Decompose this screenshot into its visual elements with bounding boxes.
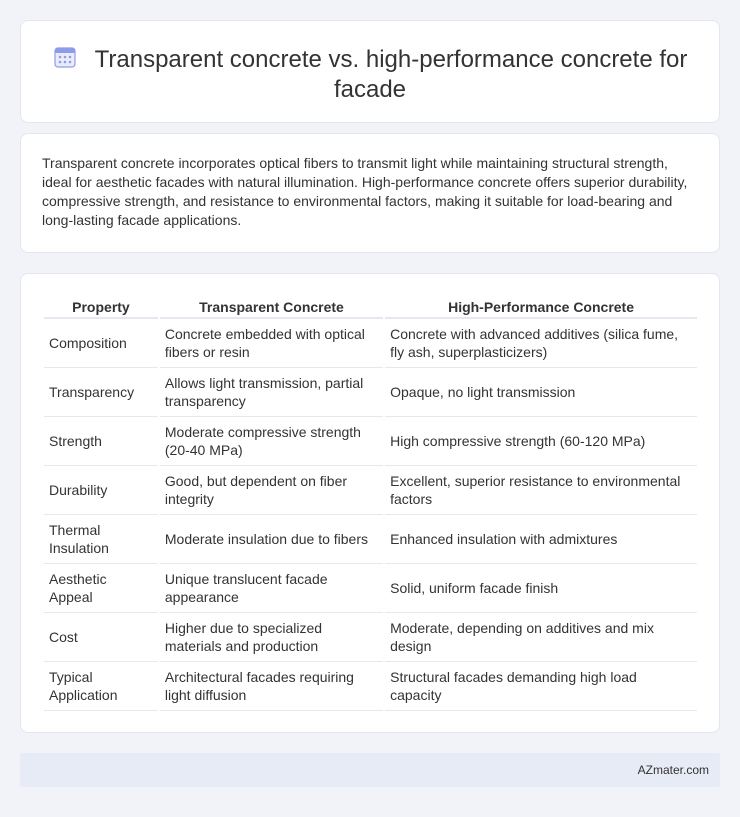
header-transparent-concrete: Transparent Concrete — [160, 295, 383, 319]
table-row — [44, 417, 697, 466]
property-cell: Transparency — [44, 368, 158, 417]
header-property: Property — [44, 295, 158, 319]
transparent-cell: Allows light transmission, partial transparency — [160, 368, 383, 417]
table-row — [44, 515, 697, 564]
transparent-cell: Moderate insulation due to fibers — [160, 515, 383, 564]
table-row — [44, 466, 697, 515]
summary-card — [20, 133, 720, 253]
property-cell: Strength — [44, 417, 158, 466]
table-row — [44, 613, 697, 662]
footer-bar — [20, 753, 720, 787]
header-high-performance-concrete: High-Performance Concrete — [385, 295, 697, 319]
comparison-table — [42, 295, 699, 711]
hpc-cell: Enhanced insulation with admixtures — [385, 515, 697, 564]
transparent-cell: Higher due to specialized materials and production — [160, 613, 383, 662]
property-cell: Thermal Insulation — [44, 515, 158, 564]
table-row — [44, 319, 697, 368]
footer-site-link[interactable]: AZmater.com — [637, 763, 709, 777]
hpc-cell: Concrete with advanced additives (silica fume, fly ash, superplasticizers) — [385, 319, 697, 368]
calendar-grid-icon — [53, 45, 77, 69]
hpc-cell: Opaque, no light transmission — [385, 368, 697, 417]
table-row — [44, 662, 697, 711]
transparent-cell: Concrete embedded with optical fibers or resin — [160, 319, 383, 368]
table-row — [44, 368, 697, 417]
transparent-cell: Moderate compressive strength (20-40 MPa) — [160, 417, 383, 466]
transparent-cell: Good, but dependent on fiber integrity — [160, 466, 383, 515]
summary-paragraph: Transparent concrete incorporates optical fibers to transmit light while maintaining structural strength, ideal for aesthetic facades with natural illumination. High-performance concrete offers superior durability, compressive strength, and resistance to environmental factors, making it suitable for load-bearing and long-lasting facade applications. — [42, 155, 688, 228]
transparent-cell: Unique translucent facade appearance — [160, 564, 383, 613]
hpc-cell: Structural facades demanding high load capacity — [385, 662, 697, 711]
table-row — [44, 564, 697, 613]
hpc-cell: Solid, uniform facade finish — [385, 564, 697, 613]
property-cell: Aesthetic Appeal — [44, 564, 158, 613]
property-cell: Cost — [44, 613, 158, 662]
hpc-cell: Moderate, depending on additives and mix design — [385, 613, 697, 662]
property-cell: Durability — [44, 466, 158, 515]
table-header-row — [44, 295, 697, 319]
transparent-cell: Architectural facades requiring light diffusion — [160, 662, 383, 711]
property-cell: Composition — [44, 319, 158, 368]
title-card — [20, 20, 720, 123]
comparison-table-card — [20, 273, 720, 733]
page-title-text: Transparent concrete vs. high-performance concrete for facade — [94, 46, 688, 103]
page-title — [21, 45, 719, 105]
property-cell: Typical Application — [44, 662, 158, 711]
hpc-cell: High compressive strength (60-120 MPa) — [385, 417, 697, 466]
hpc-cell: Excellent, superior resistance to environmental factors — [385, 466, 697, 515]
